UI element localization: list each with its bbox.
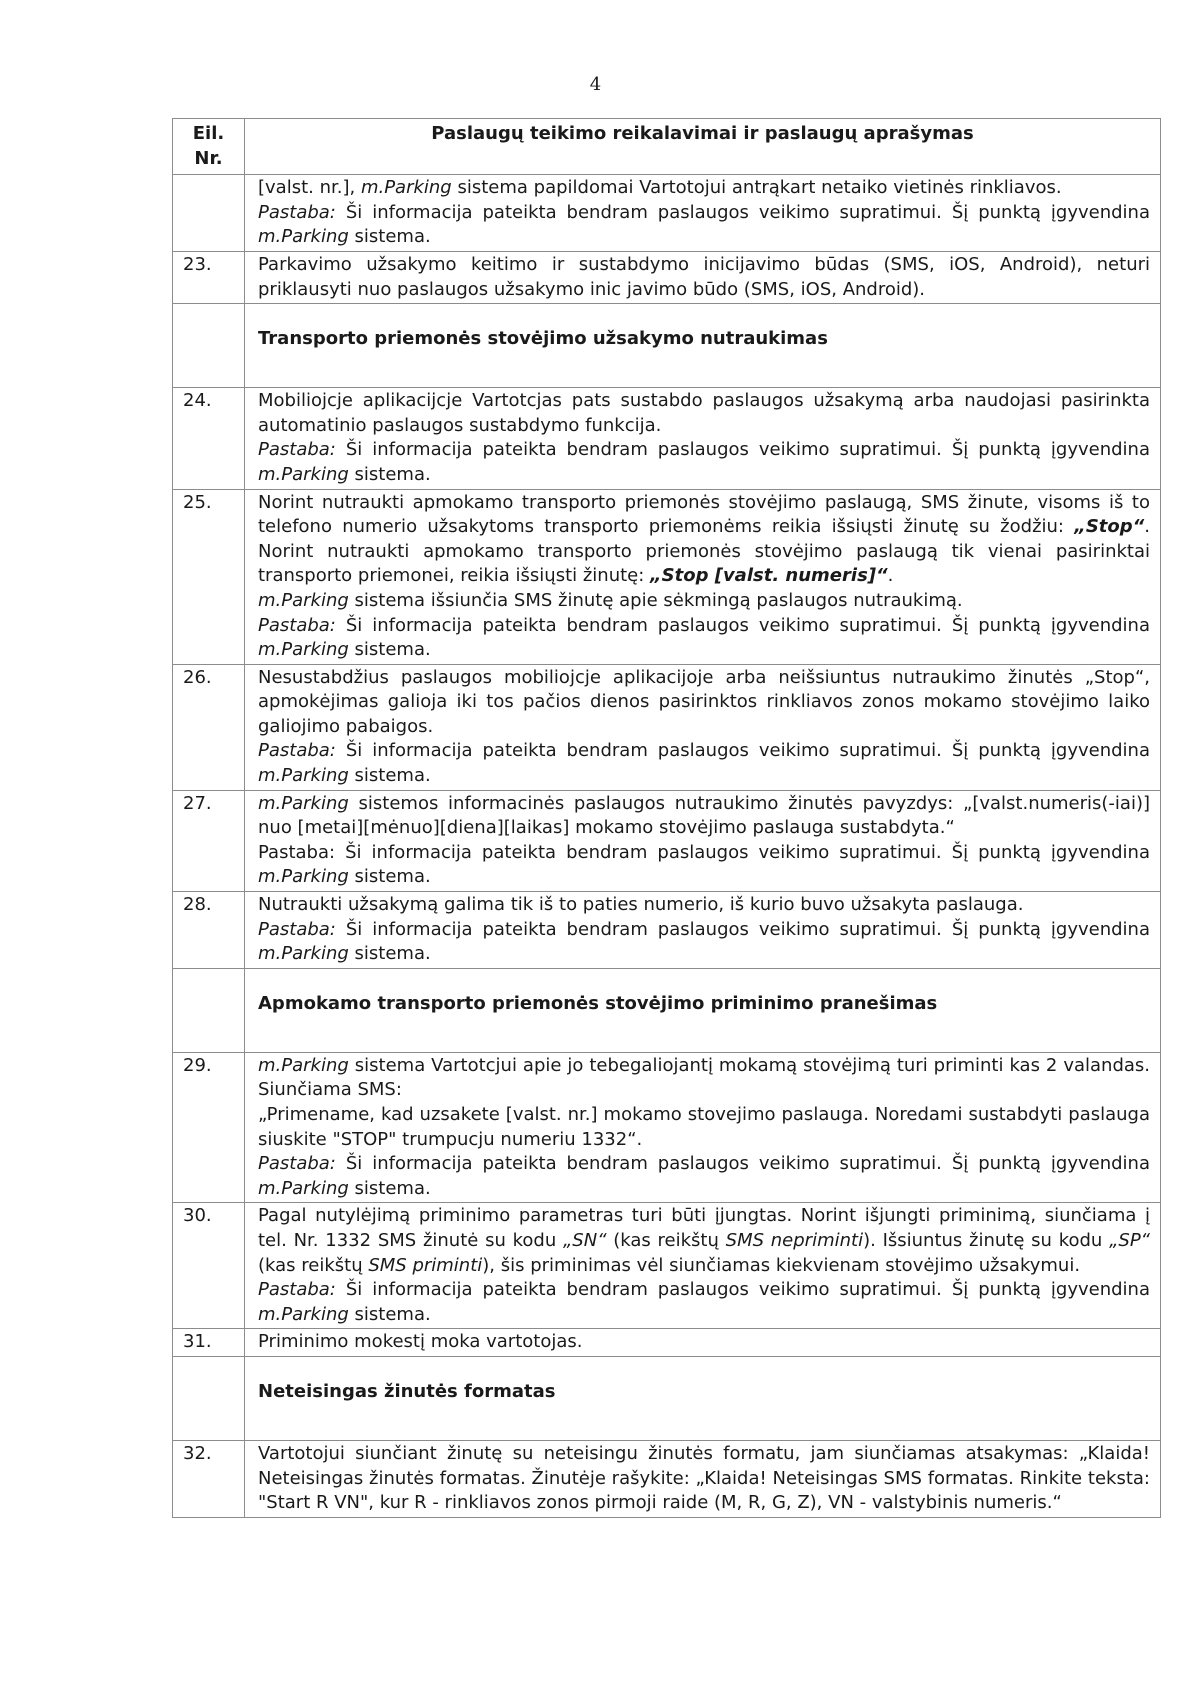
row-number: 26. <box>173 664 245 790</box>
section-title: Neteisingas žinutės formatas <box>245 1356 1161 1440</box>
section-row <box>173 1356 1161 1440</box>
row-number: 28. <box>173 892 245 969</box>
row-text: [valst. nr.], m.Parking sistema papildomai Vartotojui antrąkart netaiko vietinės rinkliavos. Pastaba: Ši informacija pateikta bendram paslaugos veikimo supratimui. Šį punktą įgyvendina m.Parking sistema. <box>245 175 1161 252</box>
row-text: Norint nutraukti apmokamo transporto priemonės stovėjimo paslaugą, SMS žinute, visoms iš to telefono numerio užsakytoms transporto priemonėms reikia išsiųsti žinutę su žodžiu: „Stop“. Norint nutraukti apmokamo transporto priemonės stovėjimo paslaugą tik vienai pasirinktai transporto priemonei, reikia išsiųsti žinutę: „Stop [valst. numeris]“. m.Parking sistema išsiunčia SMS žinutę apie sėkmingą paslaugos nutraukimą. Pastaba: Ši informacija pateikta bendram paslaugos veikimo supratimui. Šį punktą įgyvendina m.Parking sistema. <box>245 489 1161 664</box>
table-row <box>173 388 1161 489</box>
header-description: Paslaugų teikimo reikalavimai ir paslaugų aprašymas <box>245 119 1161 175</box>
row-number <box>173 175 245 252</box>
row-number: 29. <box>173 1052 245 1203</box>
row-text: Priminimo mokestį moka vartotojas. <box>245 1329 1161 1357</box>
row-number: 24. <box>173 388 245 489</box>
table-row <box>173 790 1161 891</box>
table-row <box>173 664 1161 790</box>
row-text: Vartotojui siunčiant žinutę su neteisingu žinutės formatu, jam siunčiamas atsakymas: „Klaida! Neteisingas žinutės formatas. Žinutėje rašykite: „Klaida! Neteisingas SMS formatas. Rinkite teksta: "Start R VN", kur R - rinkliavos zonos pirmoji raide (M, R, G, Z), VN - valstybinis numeris.“ <box>245 1440 1161 1517</box>
section-row <box>173 304 1161 388</box>
table-row <box>173 892 1161 969</box>
row-number: 25. <box>173 489 245 664</box>
table-row <box>173 1440 1161 1517</box>
table-row <box>173 1052 1161 1203</box>
row-text: Nesustabdžius paslaugos mobiliojcje aplikacijoje arba neišsiuntus nutraukimo žinutės „Stop“, apmokėjimas galioja iki tos pačios dienos pasirinktos rinkliavos zonos mokamo stovėjimo laiko galiojimo pabaigos. Pastaba: Ši informacija pateikta bendram paslaugos veikimo supratimui. Šį punktą įgyvendina m.Parking sistema. <box>245 664 1161 790</box>
row-text: m.Parking sistemos informacinės paslaugos nutraukimo žinutės pavyzdys: „[valst.numeris(-iai)] nuo [metai][mėnuo][diena][laikas] mokamo stovėjimo paslauga sustabdyta.“ Pastaba: Ši informacija pateikta bendram paslaugos veikimo supratimui. Šį punktą įgyvendina m.Parking sistema. <box>245 790 1161 891</box>
row-text: Nutraukti užsakymą galima tik iš to paties numerio, iš kurio buvo užsakyta paslauga. Pastaba: Ši informacija pateikta bendram paslaugos veikimo supratimui. Šį punktą įgyvendina m.Parking sistema. <box>245 892 1161 969</box>
header-number: Eil. Nr. <box>173 119 245 175</box>
row-text: Pagal nutylėjimą priminimo parametras turi būti įjungtas. Norint išjungti priminimą, siunčiama į tel. Nr. 1332 SMS žinutė su kodu „SN“ (kas reikštų SMS nepriminti). Išsiuntus žinutę su kodu „SP“ (kas reikštų SMS priminti), šis priminimas vėl siunčiamas kiekvienam stovėjimo užsakymui. Pastaba: Ši informacija pateikta bendram paslaugos veikimo supratimui. Šį punktą įgyvendina m.Parking sistema. <box>245 1203 1161 1329</box>
table-row <box>173 1329 1161 1357</box>
section-row <box>173 968 1161 1052</box>
row-text: Parkavimo užsakymo keitimo ir sustabdymo inicijavimo būdas (SMS, iOS, Android), neturi priklausyti nuo paslaugos užsakymo inic javimo būdo (SMS, iOS, Android). <box>245 251 1161 303</box>
table-row <box>173 251 1161 303</box>
section-title: Transporto priemonės stovėjimo užsakymo nutraukimas <box>245 304 1161 388</box>
row-number: 30. <box>173 1203 245 1329</box>
table-header <box>173 119 1161 175</box>
row-number: 31. <box>173 1329 245 1357</box>
row-number: 27. <box>173 790 245 891</box>
row-number: 32. <box>173 1440 245 1517</box>
table-row <box>173 175 1161 252</box>
table-row <box>173 1203 1161 1329</box>
row-number: 23. <box>173 251 245 303</box>
section-title: Apmokamo transporto priemonės stovėjimo priminimo pranešimas <box>245 968 1161 1052</box>
row-text: Mobiliojcje aplikacijcje Vartotcjas pats sustabdo paslaugos užsakymą arba naudojasi pasirinkta automatinio paslaugos sustabdymo funkcija. Pastaba: Ši informacija pateikta bendram paslaugos veikimo supratimui. Šį punktą įgyvendina m.Parking sistema. <box>245 388 1161 489</box>
page-number: 4 <box>589 74 602 95</box>
table-row <box>173 489 1161 664</box>
requirements-table <box>172 118 1161 1518</box>
row-text: m.Parking sistema Vartotcjui apie jo tebegaliojantį mokamą stovėjimą turi priminti kas 2 valandas. Siunčiama SMS: „Primename, kad uzsakete [valst. nr.] mokamo stovejimo paslauga. Noredami sustabdyti paslauga siuskite "STOP" trumpucju numeriu 1332“. Pastaba: Ši informacija pateikta bendram paslaugos veikimo supratimui. Šį punktą įgyvendina m.Parking sistema. <box>245 1052 1161 1203</box>
